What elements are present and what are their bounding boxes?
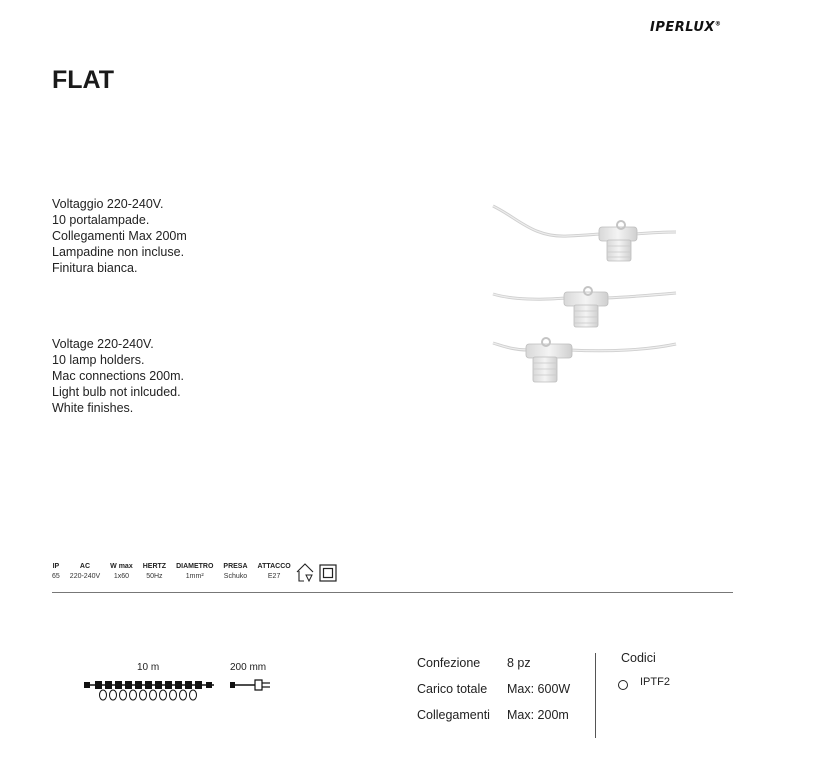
spec-hertz: [143, 562, 166, 583]
lamp-holder-image: [493, 287, 676, 327]
description-line: Finitura bianca.: [52, 261, 138, 275]
info-label: Confezione: [417, 656, 481, 670]
info-value: 8 pz: [507, 656, 531, 670]
circle-icon: [618, 680, 628, 690]
spec-ip: [52, 562, 60, 583]
info-row: [417, 676, 570, 702]
plug-icon: [230, 680, 270, 690]
lamp-holder-image: [493, 338, 676, 382]
description-line: Voltaggio 220-240V.: [52, 197, 164, 211]
description-line: 10 portalampade.: [52, 213, 150, 227]
description-line: Light bulb not inlcuded.: [52, 385, 181, 399]
spec-value: E27: [267, 573, 281, 580]
codes-title: Codici: [621, 651, 656, 665]
vertical-divider: [595, 653, 596, 738]
cable-icon: [84, 681, 214, 689]
spec-attacco: [258, 562, 291, 583]
bulb-icon: [100, 690, 197, 700]
description-line: Collegamenti Max 200m: [52, 229, 187, 243]
length-label: 10 m: [137, 662, 160, 673]
spec-label: PRESA: [223, 563, 248, 570]
product-code: IPTF2: [640, 676, 670, 688]
spec-diametro: [176, 562, 213, 583]
spec-label: ATTACCO: [257, 563, 291, 570]
spec-value: 65: [52, 573, 60, 580]
connector-length-label: 200 mm: [230, 662, 267, 673]
description-line: 10 lamp holders.: [52, 353, 145, 367]
description-line: White finishes.: [52, 401, 134, 415]
description-line: Mac connections 200m.: [52, 369, 185, 383]
product-image: [488, 196, 683, 388]
outdoor-house-icon: [295, 562, 315, 584]
info-label: Collegamenti: [417, 708, 490, 722]
info-value: Max: 200m: [507, 708, 569, 722]
spec-value: 1mm²: [185, 573, 204, 580]
description-italian: [52, 196, 352, 276]
spec-value: 220-240V: [69, 573, 101, 580]
spec-label: AC: [79, 563, 91, 570]
description-line: Voltage 220-240V.: [52, 337, 154, 351]
brand-logo: IPERLUX®: [650, 20, 722, 35]
info-row: [417, 650, 570, 676]
spec-value: 1x60: [113, 573, 130, 580]
spec-ac: [70, 562, 100, 583]
product-title: FLAT: [52, 66, 115, 94]
spec-presa: [223, 562, 247, 583]
spec-label: DIAMETRO: [176, 563, 214, 570]
info-table: [417, 650, 570, 728]
double-insulation-icon: [319, 564, 337, 582]
info-label: Carico totale: [417, 682, 488, 696]
spec-value: Schuko: [223, 573, 248, 580]
lamp-holder-image: [493, 206, 676, 261]
specs-strip: [52, 562, 341, 588]
description-english: [52, 336, 352, 416]
info-value: Max: 600W: [507, 682, 571, 696]
spec-wmax: [110, 562, 133, 583]
description-line: Lampadine non incluse.: [52, 245, 185, 259]
spec-label: HERTZ: [142, 563, 167, 570]
info-row: [417, 702, 570, 728]
spec-label: IP: [52, 563, 60, 570]
spec-label: W max: [110, 563, 133, 570]
string-light-diagram: [80, 660, 280, 705]
spec-value: 50Hz: [146, 573, 163, 580]
divider: [52, 592, 733, 593]
